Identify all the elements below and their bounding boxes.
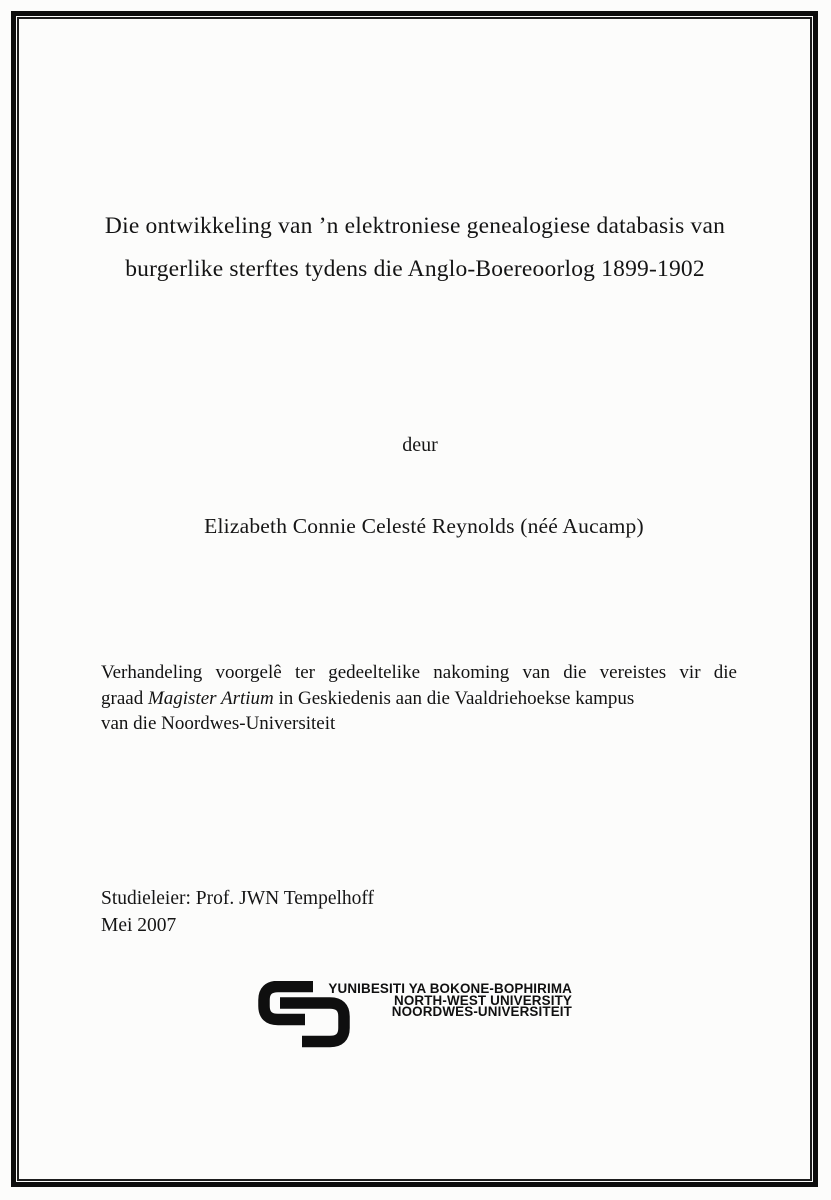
degree-statement-line-2	[101, 686, 737, 712]
supervisor-block	[101, 886, 374, 939]
supervisor-line: Studieleier: Prof. JWN Tempelhoff	[101, 888, 375, 909]
degree-statement-line-1: Verhandeling voorgelê ter gedeeltelike nakoming van die vereistes vir die	[101, 662, 737, 683]
author-name: Elizabeth Connie Celesté Reynolds (néé Aucamp)	[204, 514, 644, 538]
degree-statement-line-2-prefix: graad	[101, 687, 148, 709]
nwu-logo-text	[322, 983, 572, 1018]
thesis-title-line-1: Die ontwikkeling van ’n elektroniese genealogiese databasis van	[104, 213, 726, 239]
byline-deur: deur	[402, 434, 438, 456]
degree-statement	[101, 660, 737, 737]
nwu-logo-text-line-2: NORTH-WEST UNIVERSITY	[394, 992, 572, 1008]
date-line: Mei 2007	[101, 914, 177, 936]
nwu-logo-text-line-3: NOORDWES-UNIVERSITEIT	[391, 1004, 572, 1020]
nwu-logo	[258, 980, 588, 1052]
thesis-title	[70, 205, 760, 291]
nwu-logo-text-line-1: YUNIBESITI YA BOKONE-BOPHIRIMA	[328, 981, 572, 996]
degree-statement-line-3: van die Noordwes-Universiteit	[101, 713, 336, 734]
degree-statement-line-2-suffix: in Geskiedenis aan die Vaaldriehoekse kampus	[273, 687, 635, 709]
thesis-title-line-2: burgerlike sterftes tydens die Anglo-Boereoorlog 1899-1902	[125, 256, 705, 282]
degree-name-italic: Magister Artium	[147, 687, 274, 709]
